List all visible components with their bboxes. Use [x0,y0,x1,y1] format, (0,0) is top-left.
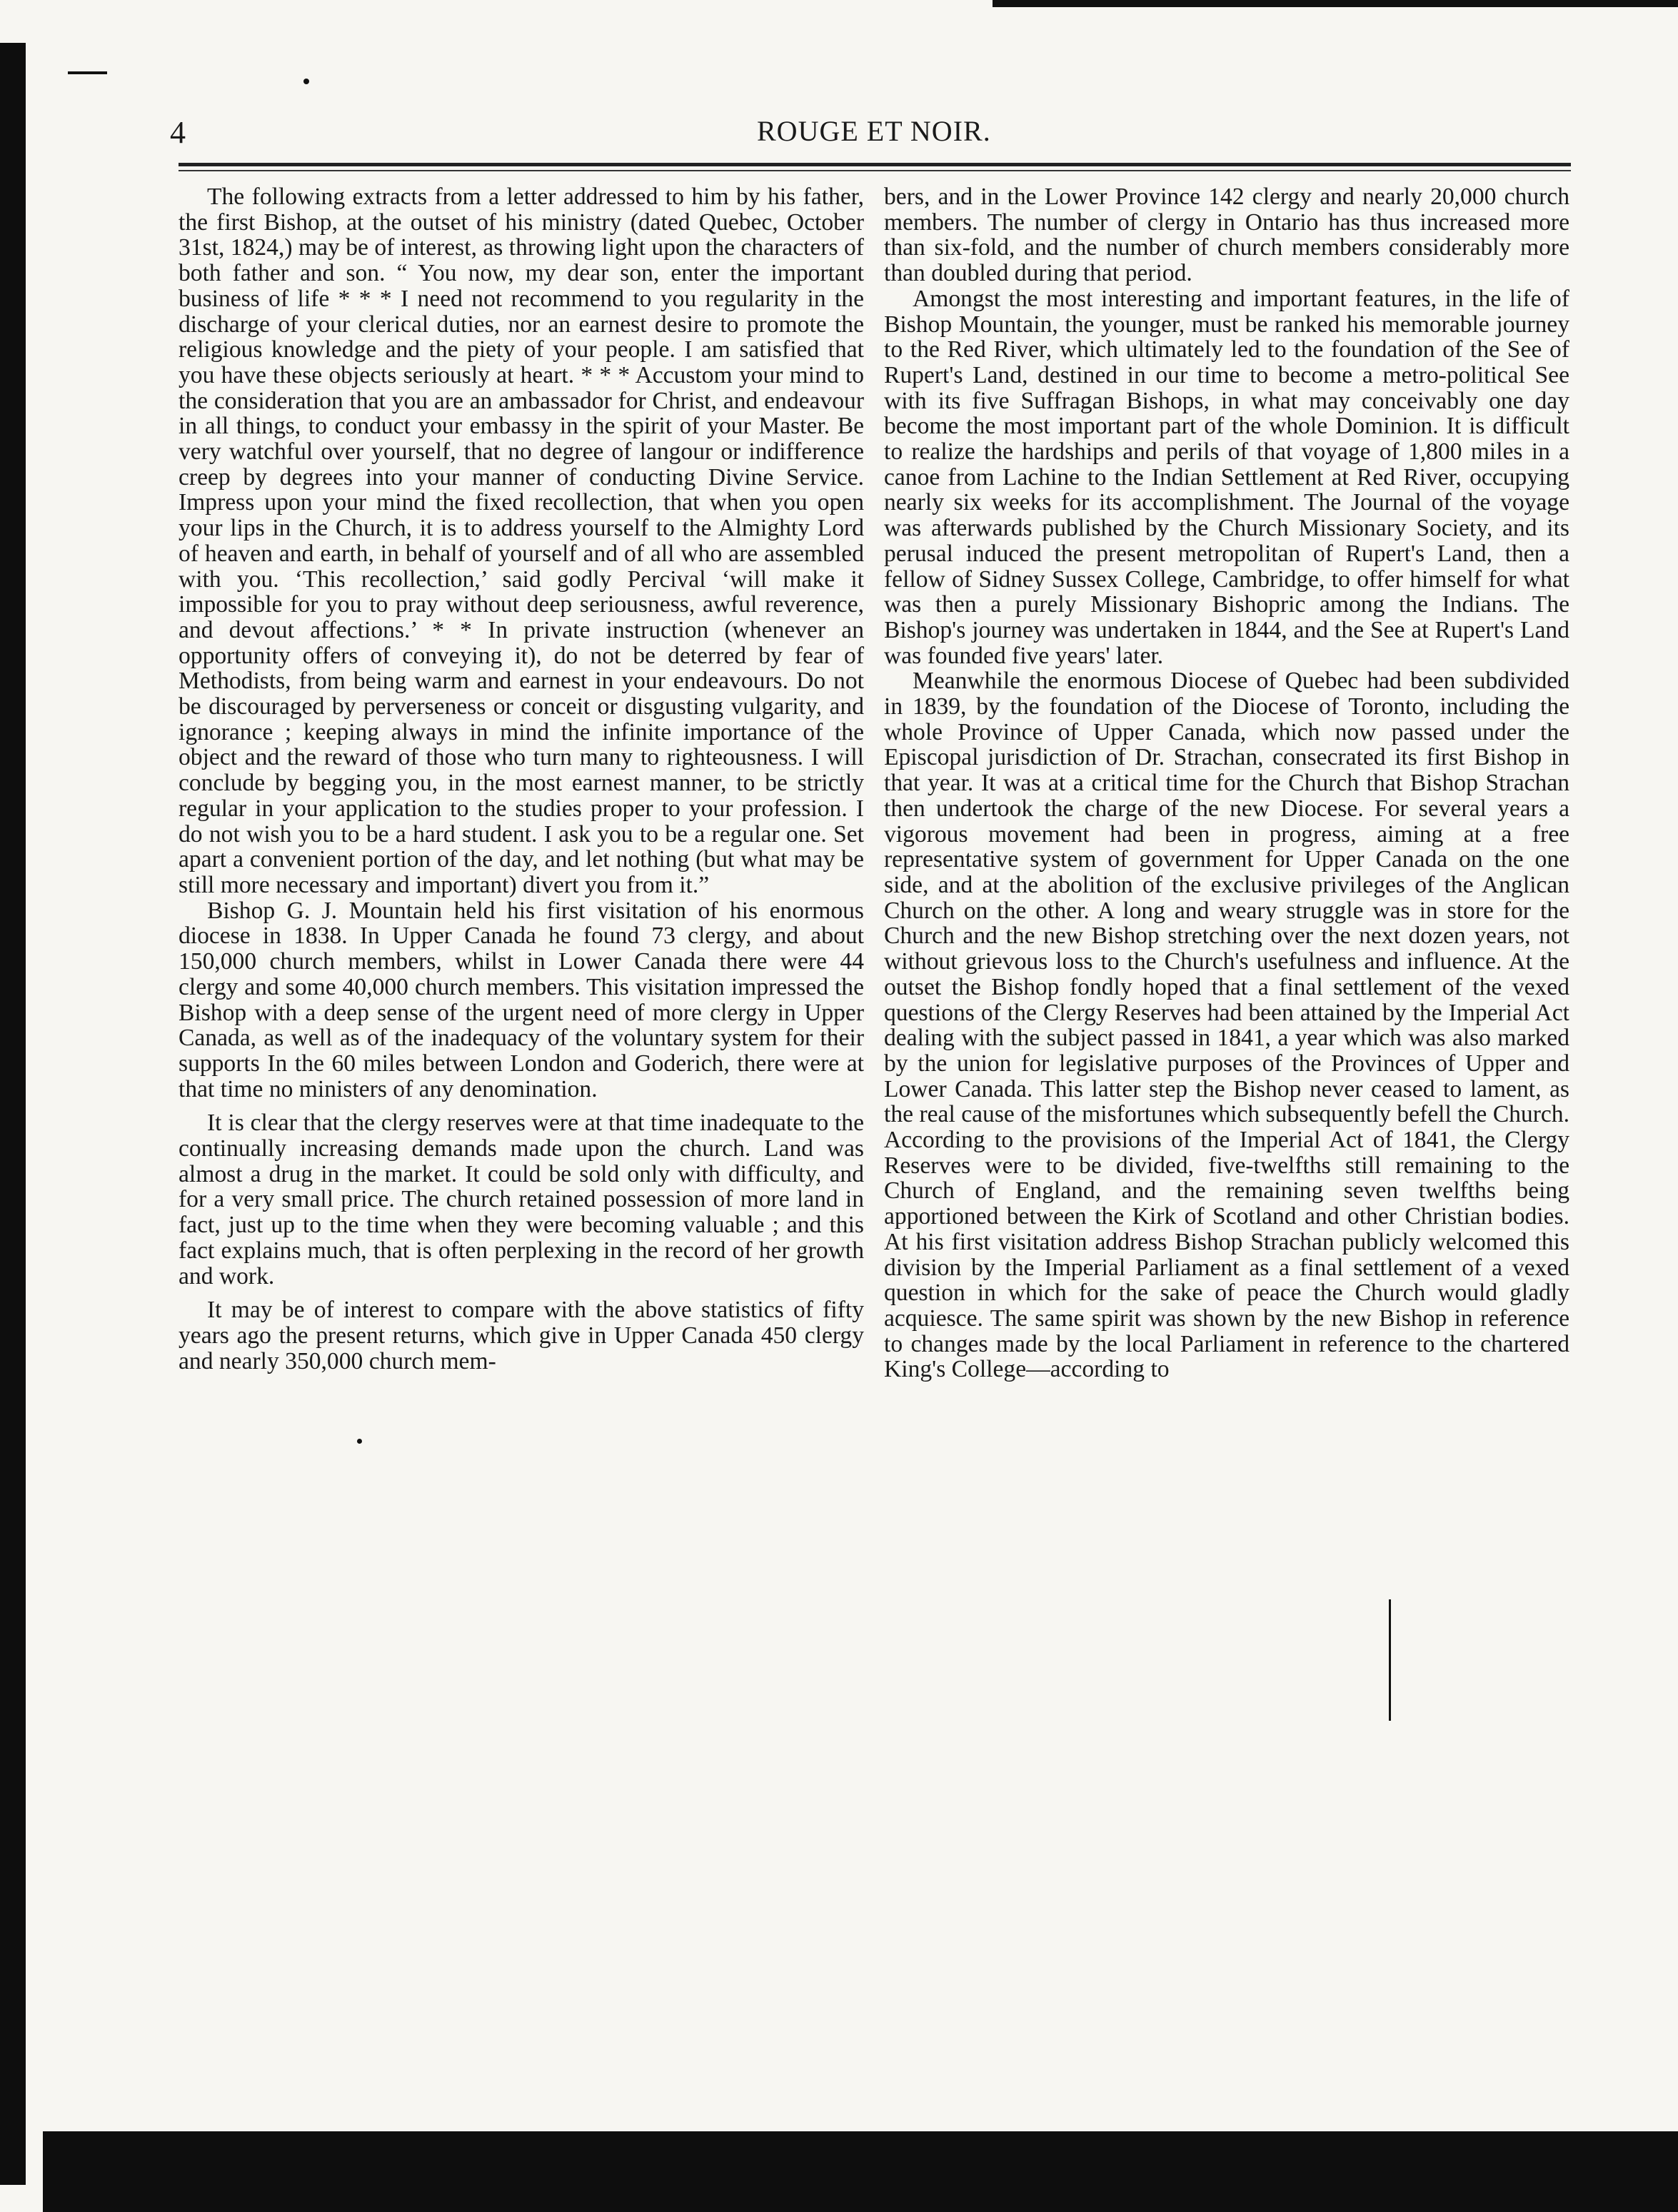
paragraph: Amongst the most interesting and important features, in the life of Bishop Mountain, the younger, must be ranked his memorable journey to the Red River, which ultimately led to the foundation of the See of Rupert's Land, destined in our time to become a metro-political See with its five Suffragan Bishops, in what may conceivably one day become the most important part of the whole Dominion. It is difficult to realize the hardships and perils of that voyage of 1,800 miles in a canoe from Lachine to the Indian Settlement at Red River, occupying nearly six weeks for its accomplishment. The Journal of the voyage was afterwards published by the Church Missionary Society, and its perusal induced the present metropolitan of Rupert's Land, then a fellow of Sidney Sussex College, Cambridge, to offer himself for what was then a purely Missionary Bishopric among the Indians. The Bishop's journey was undertaken in 1844, and the See at Rupert's Land was founded five years' later. [884,285,1569,669]
paragraph: The following extracts from a letter addressed to him by his father, the first Bishop, at the outset of his ministry (dated Quebec, October 31st, 1824,) may be of interest, as throwing light upon the characters of both father and son. “ You now, my dear son, enter the important business of life * * * I need not recommend to you regularity in the discharge of your clerical duties, nor an earnest desire to promote the religious knowledge and the piety of your people. I am satisfied that you have these objects seriously at heart. * * * Accustom your mind to the consideration that you are an ambassador for Christ, and endeavour in all things, to conduct your embassy in the spirit of your Master. Be very watchful over yourself, that no degree of langour or indifference creep by degrees into your manner of conducting Divine Service. Impress upon your mind the fixed recollection, that when you open your lips in the Church, it is to address yourself to the Almighty Lord of heaven and earth, in behalf of yourself and of all who are assembled with you. ‘This recollection,’ said godly Percival ‘will make it impossible for you to pray without deep seriousness, awful reverence, and devout affections.’ * * In private instruction (whenever an opportunity offers of conveying it), do not be deterred by fear of Methodists, from being warm and earnest in your endeavours. Do not be discouraged by perverseness or conceit or disgusting vulgarity, and ignorance ; keeping always in mind the infinite importance of the object and the reward of those who turn many to righteousness. I will conclude by begging you, in the most earnest manner, to be strictly regular in your application to the studies proper to your profession. I do not wish you to be a hard student. I ask you to be a regular one. Set apart a convenient portion of the day, and let nothing (but what may be still more necessary and important) divert you from it.” [179,184,864,898]
scan-border-bottom [43,2131,1678,2212]
scan-speck [68,71,107,74]
paragraph: It may be of interest to compare with the above statistics of fifty years ago the present returns, which give in Upper Canada 450 clergy and nearly 350,000 church mem- [179,1297,864,1374]
header-rule-thin [179,170,1571,171]
scan-border-left [0,43,26,2185]
scan-speck [303,79,309,84]
page-number: 4 [170,115,186,150]
paragraph: Meanwhile the enormous Diocese of Quebec had been subdivided in 1839, by the foundation of the Diocese of Toronto, including the whole Province of Upper Canada, which now passed under the Episcopal jurisdiction of Dr. Strachan, consecrated its first Bishop in that year. It was at a critical time for the Church that Bishop Strachan then undertook the charge of the new Diocese. For several years a vigorous movement had been in progress, aiming at a free representative system of government for Upper Canada on the one side, and at the abolition of the exclusive privileges of the Anglican Church on the other. A long and weary struggle was in store for the Church and the new Bishop stretching over the next dozen years, not without grievous loss to the Church's usefulness and influence. At the outset the Bishop fondly hoped that a final settlement of the vexed questions of the Clergy Reserves had been attained by the Imperial Act dealing with the subject passed in 1841, a year which was also marked by the union for legislative purposes of the Provinces of Upper and Lower Canada. This latter step the Bishop never ceased to lament, as the real cause of the misfortunes which subsequently befell the Church. According to the provisions of the Imperial Act of 1841, the Clergy Reserves were to be divided, five-twelfths still remaining to the Church of England, and the remaining seven twelfths being apportioned between the Kirk of Scotland and other Christian bodies. At his first visitation address Bishop Strachan publicly welcomed this division by the Imperial Parliament as a final settlement of a vexed question in which for the sake of peace the Church would gladly acquiesce. The same spirit was shown by the new Bishop in reference to changes made by the local Parliament in reference to the chartered King's College—according to [884,668,1569,1383]
header-rule-thick [179,163,1571,166]
paragraph: Bishop G. J. Mountain held his first visitation of his enormous diocese in 1838. In Upper Canada he found 73 clergy, and about 150,000 church members, whilst in Lower Canada there were 44 clergy and some 40,000 church members. This visitation impressed the Bishop with a deep sense of the urgent need of more clergy in Upper Canada, as well as of the inadequacy of the voluntary system for their supports In the 60 miles between London and Goderich, there were at that time no ministers of any denomination. [179,897,864,1102]
scan-speck [1389,1599,1391,1721]
left-column [179,184,864,1374]
scan-border-top [993,0,1678,13]
running-head: ROUGE ET NOIR. [757,115,991,147]
right-column [884,184,1569,1382]
paragraph: It is clear that the clergy reserves were at that time inadequate to the continually increasing demands made upon the church. Land was almost a drug in the market. It could be sold only with difficulty, and for a very small price. The church retained possession of more land in fact, just up to the time when they were becoming valuable ; and this fact explains much, that is often perplexing in the record of her growth and work. [179,1110,864,1290]
paragraph: bers, and in the Lower Province 142 clergy and nearly 20,000 church members. The number of clergy in Ontario has thus increased more than six-fold, and the number of church members considerably more than doubled during that period. [884,184,1569,287]
scan-speck [357,1439,362,1444]
